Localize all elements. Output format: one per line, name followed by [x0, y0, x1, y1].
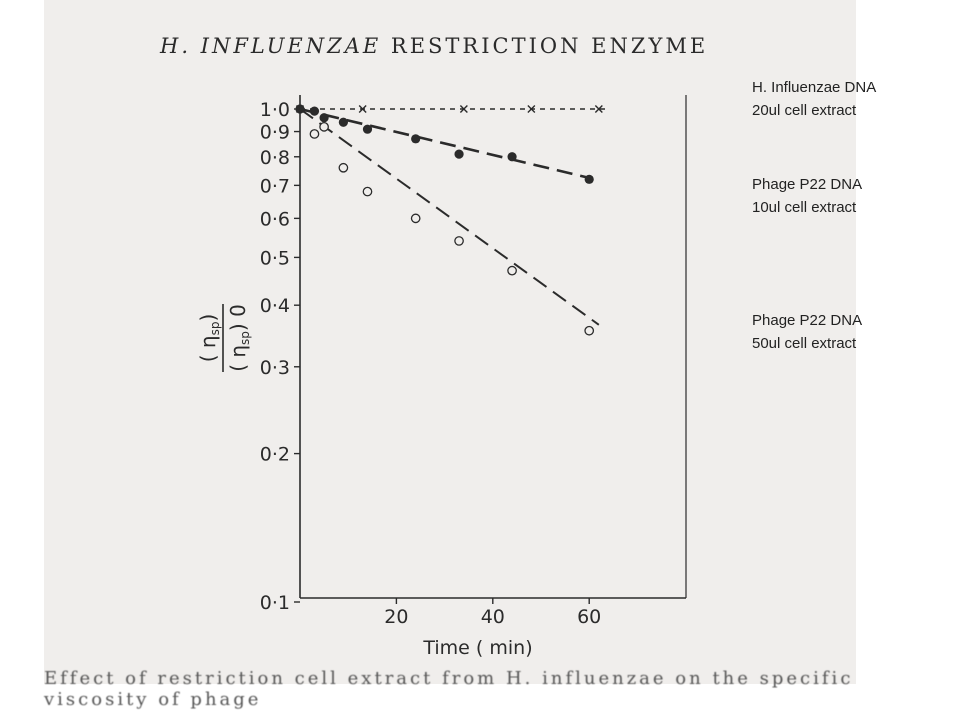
svg-text:( ηsp): [196, 314, 222, 363]
series-3-open-point: [339, 164, 347, 172]
legend-entry-hinfluenzae: [752, 76, 876, 122]
x-axis-label: Time ( min): [423, 637, 533, 659]
series-3-open-point: [363, 187, 371, 195]
cropped-caption: [44, 668, 856, 710]
y-tick-label: 0·7: [259, 175, 290, 198]
caption-text: Effect of restriction cell extract from H. influenzae on the specific viscosity of phage: [44, 668, 854, 710]
series-2-filled-point: [454, 150, 463, 159]
x-tick-label: 60: [577, 606, 602, 628]
series-2-filled-point: [320, 113, 329, 122]
y-tick-label: 1·0: [259, 99, 290, 121]
legend-line1: H. Influenzae DNA: [752, 79, 877, 96]
svg-text:( ηsp) 0: [226, 304, 252, 372]
series-3-line: [300, 109, 599, 325]
series-3-open-point: [310, 130, 318, 138]
series-2-filled-point: [507, 152, 516, 161]
series-3-open-point: [455, 237, 463, 245]
y-axis-label: [196, 304, 252, 372]
series-3-open-point: [411, 214, 419, 222]
series-3-open-point: [320, 123, 328, 131]
series-2-filled-point: [585, 175, 594, 184]
y-tick-label: 0·3: [259, 356, 290, 379]
y-tick-label: 0·5: [259, 247, 290, 270]
legend-entry-p22-10ul: [752, 173, 862, 219]
y-tick-label: 0·9: [259, 121, 290, 144]
y-tick-label: 0·8: [259, 146, 290, 169]
figure-title-rest: RESTRICTION ENZYME: [390, 34, 709, 58]
legend-line2: 10ul cell extract: [752, 199, 857, 216]
series-2-filled-point: [411, 134, 420, 143]
x-tick-label: 40: [480, 606, 505, 628]
y-label-num-close: ): [196, 313, 220, 322]
y-tick-label: 0·1: [259, 592, 290, 614]
y-label-numerator: ( η: [196, 335, 220, 363]
y-label-denominator: ( η: [226, 344, 250, 372]
series-2-filled-point: [339, 118, 348, 127]
y-tick-label: 0·2: [259, 443, 290, 466]
legend-line2: 20ul cell extract: [752, 102, 857, 119]
figure-title-italic: H. INFLUENZAE: [160, 34, 382, 58]
series-2-filled-point: [363, 125, 372, 134]
y-label-num-sub: sp: [208, 321, 222, 336]
y-label-den-close: ) 0: [226, 304, 250, 332]
legend-line1: Phage P22 DNA: [752, 312, 863, 329]
legend-entry-p22-50ul: [752, 309, 862, 355]
y-tick-label: 0·4: [259, 295, 290, 318]
series-2-filled-point: [295, 104, 304, 113]
x-tick-label: 20: [384, 606, 409, 628]
y-label-den-sub: sp: [238, 331, 252, 345]
legend-line2: 50ul cell extract: [752, 335, 857, 352]
y-tick-label: 0·6: [259, 208, 290, 231]
series-3-open-point: [508, 266, 516, 274]
series-2-filled-point: [310, 107, 319, 116]
series-3-open-point: [585, 327, 593, 335]
legend-line1: Phage P22 DNA: [752, 176, 863, 193]
